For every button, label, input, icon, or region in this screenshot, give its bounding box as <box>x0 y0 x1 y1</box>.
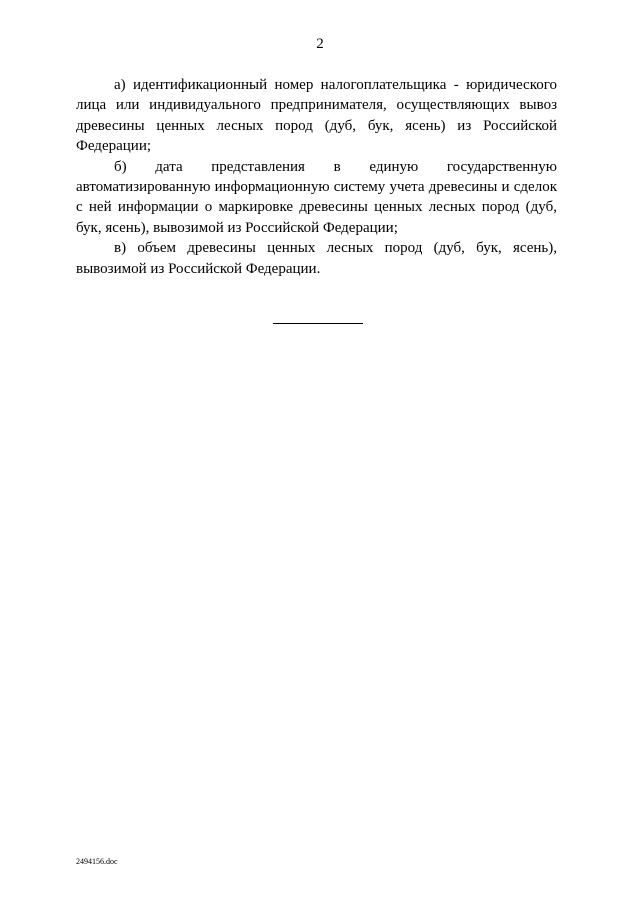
page-number: 2 <box>316 36 324 52</box>
document-body <box>76 75 557 279</box>
list-item-c: в) объем древесины ценных лесных пород (дуб, бук, ясень), вывозимой из Российской Федерации. <box>76 240 557 277</box>
list-item-a: а) идентификационный номер налогоплательщика - юридического лица или индивидуального предпринимателя, осуществляющих вывоз древесины ценных лесных пород (дуб, бук, ясень) из Российской Федерации; <box>76 77 557 155</box>
end-divider <box>273 323 363 324</box>
list-item-b: б) дата представления в единую государственную автоматизированную информационную систему учета древесины и сделок с ней информации о маркировке древесины ценных лесных пород (дуб, бук, ясень), вывозимой из Российской Федерации; <box>76 158 557 236</box>
document-code: 2494156.doc <box>76 857 118 866</box>
